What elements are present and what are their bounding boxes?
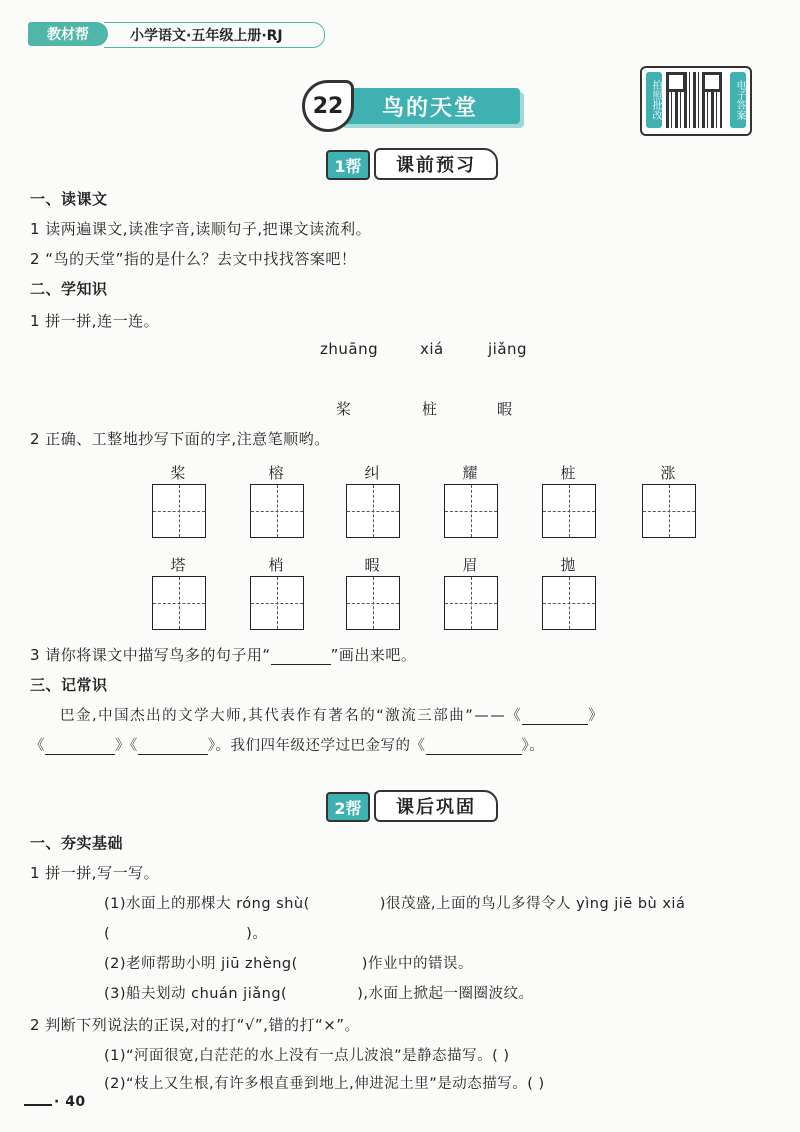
match-char-3: 暇 <box>497 400 513 418</box>
s2-q2-item2[interactable]: (2)“枝上又生根,有许多根直垂到地上,伸进泥土里”是动态描写。( ) <box>104 1076 545 1092</box>
s2-part1-q2: 2 判断下列说法的正误,对的打“√”,错的打“×”。 <box>30 1016 361 1034</box>
answer-blank[interactable] <box>522 724 588 725</box>
writing-grid-box[interactable] <box>152 484 206 538</box>
s1-part2-heading: 二、学知识 <box>30 280 108 298</box>
grid-char: 耀 <box>462 464 478 482</box>
s2-q1-1b: )很茂盛,上面的鸟儿多得令人 yìng jiē bù xiá <box>379 896 686 912</box>
s2-q1-2a: (2)老师帮助小明 jiū zhèng( <box>104 956 298 972</box>
writing-grid-box[interactable] <box>250 576 304 630</box>
s2-q1-item3 <box>104 982 533 1003</box>
writing-grid-box[interactable] <box>152 576 206 630</box>
grid-char: 桩 <box>560 464 576 482</box>
section1-badge: 1帮 <box>326 150 370 180</box>
writing-grid-box[interactable] <box>346 576 400 630</box>
section1-label: 课前预习 <box>374 148 498 180</box>
qr-right-label: 电子答案 <box>730 72 746 128</box>
s2-q1-1c: ( <box>104 926 111 942</box>
brand-badge: 教材帮 <box>28 22 108 46</box>
pinyin-3: jiǎng <box>488 340 528 358</box>
lesson-number: 22 <box>302 80 354 132</box>
footer-dash <box>24 1104 52 1106</box>
s1-part3-line2-a: 《 <box>30 738 45 754</box>
book-title: 小学语文·五年级上册·RJ <box>130 28 283 44</box>
qr-block[interactable] <box>640 66 752 136</box>
s1-part3-line2-d: 》。 <box>521 738 545 754</box>
s1-part1-q1: 1 读两遍课文,读准字音,读顺句子,把课文读流利。 <box>30 220 372 238</box>
grid-char: 纠 <box>364 464 380 482</box>
s2-q1-1d: )。 <box>246 926 268 942</box>
s1-part3-line1 <box>60 704 604 725</box>
s1-part2-q1: 1 拼一拼,连一连。 <box>30 312 160 330</box>
s2-q1-3a: (3)船夫划动 chuán jiǎng( <box>104 986 288 1002</box>
writing-grid-box[interactable] <box>444 484 498 538</box>
s2-q2-item1[interactable]: (1)“河面很宽,白茫茫的水上没有一点儿波浪”是静态描写。( ) <box>104 1048 510 1064</box>
s1-part2-q3-post: ”画出来吧。 <box>330 646 417 664</box>
writing-grid-box[interactable] <box>346 484 400 538</box>
s1-part3-line1-post: 》 <box>588 708 605 724</box>
qr-code-icon[interactable] <box>666 72 722 128</box>
grid-char: 涨 <box>660 464 676 482</box>
s2-q1-1a: (1)水面上的那棵大 róng shù( <box>104 896 310 912</box>
s1-part3-heading: 三、记常识 <box>30 676 108 694</box>
writing-grid-box[interactable] <box>250 484 304 538</box>
s2-part1-heading: 一、夯实基础 <box>30 834 124 852</box>
writing-grid-box[interactable] <box>542 576 596 630</box>
grid-char: 梢 <box>268 556 284 574</box>
s2-q1-item2 <box>104 952 473 973</box>
s1-part1-heading: 一、读课文 <box>30 190 108 208</box>
s1-part3-line2-b: 》《 <box>115 738 138 754</box>
answer-blank[interactable] <box>138 754 208 755</box>
s1-part3-line2-c: 》。我们四年级还学过巴金写的《 <box>207 738 426 754</box>
grid-char: 眉 <box>462 556 478 574</box>
section2-label: 课后巩固 <box>374 790 498 822</box>
s1-part3-line2 <box>30 734 544 755</box>
s1-part1-q2: 2 “鸟的天堂”指的是什么？去文中找找答案吧！ <box>30 250 357 268</box>
s2-q1-2b: )作业中的错误。 <box>361 956 473 972</box>
s2-q1-item1-line1 <box>104 892 685 913</box>
writing-grid-box[interactable] <box>542 484 596 538</box>
s2-q1-3b: ),水面上掀起一圈圈波纹。 <box>357 986 534 1002</box>
s1-part2-q3 <box>30 644 416 665</box>
grid-char: 拋 <box>560 556 576 574</box>
page-number: · 40 <box>54 1094 86 1110</box>
section2-badge: 2帮 <box>326 792 370 822</box>
writing-grid-box[interactable] <box>642 484 696 538</box>
s1-part2-q3-pre: 3 请你将课文中描写鸟多的句子用“ <box>30 646 271 664</box>
match-char-2: 桩 <box>422 400 438 418</box>
s1-part2-q2: 2 正确、工整地抄写下面的字,注意笔顺哟。 <box>30 430 330 448</box>
s1-part3-line1-pre: 巴金,中国杰出的文学大师,其代表作有著名的“激流三部曲”——《 <box>60 708 523 724</box>
s2-part1-q1: 1 拼一拼,写一写。 <box>30 864 160 882</box>
answer-blank[interactable] <box>426 754 522 755</box>
pinyin-1: zhuāng <box>320 340 379 358</box>
writing-grid-box[interactable] <box>444 576 498 630</box>
grid-char: 榕 <box>268 464 284 482</box>
answer-blank[interactable] <box>271 664 331 665</box>
lesson-title: 鸟的天堂 <box>340 88 520 124</box>
answer-blank[interactable] <box>45 754 115 755</box>
grid-char: 塔 <box>170 556 186 574</box>
s2-q1-item1-line2 <box>104 922 267 943</box>
qr-left-label: 拍照批改 <box>646 72 662 128</box>
grid-char: 桨 <box>170 464 186 482</box>
grid-char: 暇 <box>364 556 380 574</box>
pinyin-2: xiá <box>420 340 444 358</box>
match-char-1: 桨 <box>336 400 352 418</box>
